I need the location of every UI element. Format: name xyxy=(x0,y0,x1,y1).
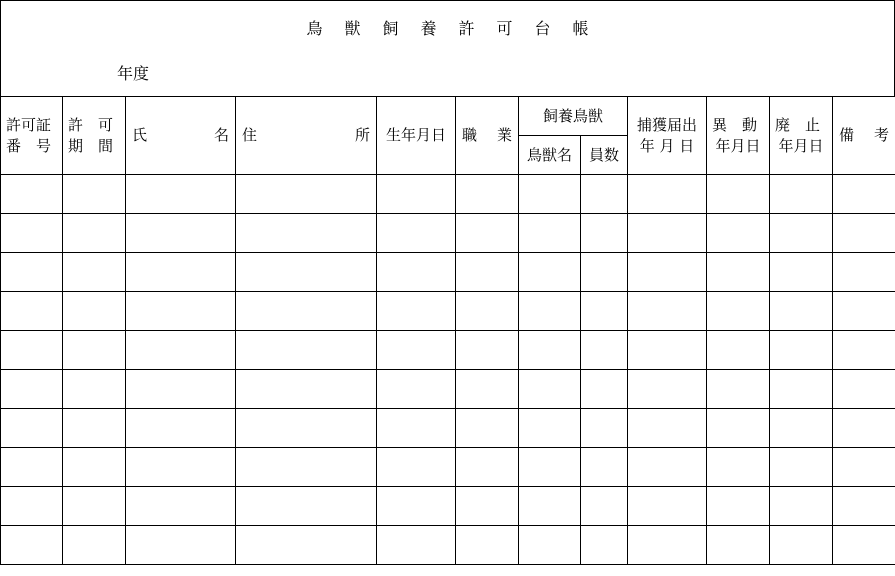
ledger-cell[interactable] xyxy=(581,253,628,292)
header-count: 員数 xyxy=(581,136,628,175)
ledger-cell[interactable] xyxy=(1,526,63,565)
ledger-cell[interactable] xyxy=(236,253,377,292)
header-permit-no: 許可証 番 号 xyxy=(1,97,63,175)
ledger-cell[interactable] xyxy=(628,214,707,253)
ledger-cell[interactable] xyxy=(628,253,707,292)
ledger-cell[interactable] xyxy=(63,292,126,331)
ledger-cell[interactable] xyxy=(126,253,236,292)
ledger-cell[interactable] xyxy=(456,292,519,331)
ledger-cell[interactable] xyxy=(833,292,895,331)
header-capture-report: 捕獲届出 年 月 日 xyxy=(628,97,707,175)
ledger-cell[interactable] xyxy=(581,331,628,370)
ledger-cell[interactable] xyxy=(456,448,519,487)
ledger-cell[interactable] xyxy=(581,526,628,565)
ledger-cell[interactable] xyxy=(519,526,581,565)
ledger-cell[interactable] xyxy=(377,370,456,409)
ledger-cell[interactable] xyxy=(63,487,126,526)
ledger-cell[interactable] xyxy=(628,370,707,409)
ledger-cell[interactable] xyxy=(519,370,581,409)
ledger-cell[interactable] xyxy=(456,526,519,565)
ledger-cell[interactable] xyxy=(519,175,581,214)
ledger-cell[interactable] xyxy=(126,409,236,448)
ledger-cell[interactable] xyxy=(377,214,456,253)
ledger-cell[interactable] xyxy=(1,214,63,253)
table-row xyxy=(1,175,895,214)
ledger-cell[interactable] xyxy=(1,253,63,292)
ledger-cell[interactable] xyxy=(770,292,833,331)
title-area xyxy=(0,0,895,97)
ledger-cell[interactable] xyxy=(833,448,895,487)
ledger-cell[interactable] xyxy=(1,175,63,214)
ledger-cell[interactable] xyxy=(770,214,833,253)
ledger-cell[interactable] xyxy=(519,292,581,331)
ledger-cell[interactable] xyxy=(628,331,707,370)
ledger-cell[interactable] xyxy=(707,331,770,370)
ledger-cell[interactable] xyxy=(236,292,377,331)
ledger-cell[interactable] xyxy=(770,370,833,409)
ledger-cell[interactable] xyxy=(126,292,236,331)
header-species-name: 鳥獣名 xyxy=(519,136,581,175)
ledger-cell[interactable] xyxy=(770,253,833,292)
ledger-cell[interactable] xyxy=(833,409,895,448)
header-name: 氏 名 xyxy=(126,97,236,175)
ledger-cell[interactable] xyxy=(628,487,707,526)
ledger-cell[interactable] xyxy=(770,487,833,526)
ledger-cell[interactable] xyxy=(1,370,63,409)
ledger-cell[interactable] xyxy=(63,214,126,253)
ledger-cell[interactable] xyxy=(126,526,236,565)
ledger-cell[interactable] xyxy=(833,526,895,565)
table-row xyxy=(1,214,895,253)
ledger-cell[interactable] xyxy=(581,175,628,214)
ledger-cell[interactable] xyxy=(1,292,63,331)
ledger-cell[interactable] xyxy=(377,292,456,331)
ledger-cell[interactable] xyxy=(519,409,581,448)
header-permit-period: 許 可 期 間 xyxy=(63,97,126,175)
ledger-cell[interactable] xyxy=(63,370,126,409)
ledger-cell[interactable] xyxy=(1,487,63,526)
table-row xyxy=(1,292,895,331)
header-abolish-date: 廃 止 年月日 xyxy=(770,97,833,175)
ledger-cell[interactable] xyxy=(770,175,833,214)
ledger-cell[interactable] xyxy=(63,448,126,487)
ledger-cell[interactable] xyxy=(770,409,833,448)
ledger-cell[interactable] xyxy=(126,331,236,370)
table-row xyxy=(1,253,895,292)
table-row xyxy=(1,526,895,565)
ledger-cell[interactable] xyxy=(770,448,833,487)
ledger-cell[interactable] xyxy=(236,409,377,448)
header-remarks: 備 考 xyxy=(833,97,895,175)
ledger-cell[interactable] xyxy=(1,331,63,370)
ledger-cell[interactable] xyxy=(519,214,581,253)
page-title: 鳥獣飼養許可台帳 xyxy=(306,19,611,38)
ledger-cell[interactable] xyxy=(126,175,236,214)
ledger-cell[interactable] xyxy=(63,253,126,292)
ledger-cell[interactable] xyxy=(236,526,377,565)
ledger-cell[interactable] xyxy=(833,331,895,370)
ledger-cell[interactable] xyxy=(581,370,628,409)
ledger-cell[interactable] xyxy=(581,292,628,331)
table-row xyxy=(1,409,895,448)
ledger-cell[interactable] xyxy=(63,409,126,448)
ledger-cell[interactable] xyxy=(236,487,377,526)
table-row xyxy=(1,331,895,370)
fiscal-year-label: 年度 xyxy=(117,64,150,83)
ledger-cell[interactable] xyxy=(628,175,707,214)
ledger-cell[interactable] xyxy=(833,370,895,409)
ledger-cell[interactable] xyxy=(628,292,707,331)
header-kept-animals: 飼養鳥獣 xyxy=(519,97,628,136)
header-address: 住 所 xyxy=(236,97,377,175)
ledger-table xyxy=(0,96,895,565)
header-birth-date: 生年月日 xyxy=(377,97,456,175)
ledger-cell[interactable] xyxy=(770,331,833,370)
ledger-cell[interactable] xyxy=(519,331,581,370)
header-occupation: 職 業 xyxy=(456,97,519,175)
ledger-cell[interactable] xyxy=(1,409,63,448)
ledger-cell[interactable] xyxy=(456,370,519,409)
table-row xyxy=(1,370,895,409)
ledger-cell[interactable] xyxy=(236,175,377,214)
ledger-cell[interactable] xyxy=(236,448,377,487)
ledger-cell[interactable] xyxy=(236,370,377,409)
ledger-cell[interactable] xyxy=(456,409,519,448)
ledger-cell[interactable] xyxy=(377,331,456,370)
ledger-cell[interactable] xyxy=(833,214,895,253)
ledger-cell[interactable] xyxy=(707,292,770,331)
ledger-cell[interactable] xyxy=(63,331,126,370)
ledger-cell[interactable] xyxy=(707,175,770,214)
ledger-cell[interactable] xyxy=(628,448,707,487)
ledger-cell[interactable] xyxy=(707,214,770,253)
table-row xyxy=(1,487,895,526)
ledger-cell[interactable] xyxy=(581,487,628,526)
ledger-cell[interactable] xyxy=(377,175,456,214)
table-row xyxy=(1,448,895,487)
ledger-cell[interactable] xyxy=(456,175,519,214)
ledger-cell[interactable] xyxy=(628,526,707,565)
ledger-body xyxy=(1,175,895,565)
header-change-date: 異 動 年月日 xyxy=(707,97,770,175)
ledger-cell[interactable] xyxy=(236,331,377,370)
ledger-cell[interactable] xyxy=(63,526,126,565)
ledger-cell[interactable] xyxy=(581,448,628,487)
ledger-cell[interactable] xyxy=(770,526,833,565)
ledger-cell[interactable] xyxy=(236,214,377,253)
ledger-cell[interactable] xyxy=(377,409,456,448)
ledger-cell[interactable] xyxy=(126,370,236,409)
ledger-cell[interactable] xyxy=(519,448,581,487)
ledger-cell[interactable] xyxy=(63,175,126,214)
ledger-cell[interactable] xyxy=(581,214,628,253)
ledger-cell[interactable] xyxy=(456,253,519,292)
ledger-cell[interactable] xyxy=(126,214,236,253)
ledger-cell[interactable] xyxy=(1,448,63,487)
ledger-cell[interactable] xyxy=(126,487,236,526)
ledger-cell[interactable] xyxy=(377,448,456,487)
ledger-cell[interactable] xyxy=(456,331,519,370)
ledger-cell[interactable] xyxy=(581,409,628,448)
ledger-cell[interactable] xyxy=(456,487,519,526)
ledger-cell[interactable] xyxy=(377,253,456,292)
ledger-cell[interactable] xyxy=(707,526,770,565)
ledger-cell[interactable] xyxy=(377,526,456,565)
ledger-cell[interactable] xyxy=(456,214,519,253)
ledger-cell[interactable] xyxy=(519,487,581,526)
ledger-cell[interactable] xyxy=(707,409,770,448)
ledger-cell[interactable] xyxy=(833,175,895,214)
ledger-cell[interactable] xyxy=(707,370,770,409)
ledger-cell[interactable] xyxy=(377,487,456,526)
ledger-cell[interactable] xyxy=(707,448,770,487)
ledger-cell[interactable] xyxy=(833,253,895,292)
ledger-cell[interactable] xyxy=(707,487,770,526)
ledger-cell[interactable] xyxy=(628,409,707,448)
ledger-cell[interactable] xyxy=(833,487,895,526)
ledger-cell[interactable] xyxy=(707,253,770,292)
ledger-cell[interactable] xyxy=(126,448,236,487)
ledger-cell[interactable] xyxy=(519,253,581,292)
